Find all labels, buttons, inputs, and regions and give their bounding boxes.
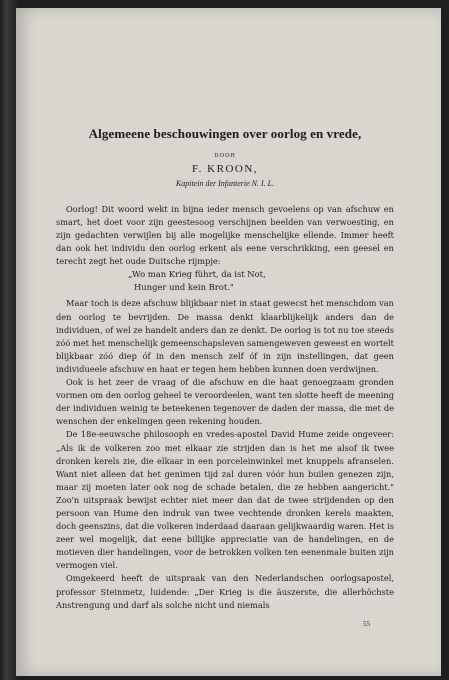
rhyme-quote [56, 268, 394, 293]
author-name: F. KROON, [191, 163, 259, 175]
rhyme-line-2: Hunger und kein Brot." [134, 281, 234, 292]
rhyme-line-1: „Wo man Krieg führt, da ist Not, [128, 269, 266, 280]
paragraph-3: Ook is het zeer de vraag of die afschuw en die haat genoegzaam gronden vormen om den oorlog geheel te veroordeelen, want ten slotte heeft de meening der individuen weinig te beteekenen tegenover de daden der massa, die met de wenschen der enkelingen geen rekening houden. [56, 377, 394, 427]
paragraph-4: De 18e-eeuwsche philosooph en vredes-apostel David Hume zeide ongeveer: „Als ik de volkeren zoo met elkaar zie strijden dan is het me alsof ik twee dronken kerels zie, die elkaar in een porceleinwinkel met knuppels afranselen. Want niet alleen dat het genimen tijd zal duren vóór hun builen genezen zijn, maar zij moeten later ook nog de schade betalen, die ze hebben aangericht." Zoo'n uitspraak bewijst echter niet meer dan dat de twee strijdenden op den persoon van Hume den indruk van twee vechtende dronken kerels maakten, doch geenszins, dat die volkeren inderdaad daaraan gelijkwaardig waren. Het is zeer wel mogelijk, dat eene billijke appreciatie van de handelingen, en de motieven dier handelingen, voor de betrokken volken ten eenenmale buiten zijn vermogen viel. [56, 429, 394, 571]
paragraph-5: Omgekeerd heeft de uitspraak van den Nederlandschen oorlogsapostel, professor Steinmetz, luidende: „Der Krieg is die äuszerste, die allerhöchste Anstrengung und darf als solche nicht und niemals [56, 573, 394, 610]
page-number: 55 [363, 620, 370, 628]
author-affiliation: Kapitein der Infanterie N. I. L. [175, 179, 275, 188]
article-body [56, 126, 394, 612]
article-title: Algemeene beschouwingen over oorlog en vrede, [88, 126, 362, 141]
paragraph-2: Maar toch is deze afschuw blijkbaar niet in staat gewecst het menschdom van den oorlog te bevrijden. De massa denkt klaarblijkelijk anders dan de individuen, of wel ze handelt anders dan ze denkt. De oorlog is tot nu toe steeds zóó met het menschelijk gemeenschapsleven samengeweven geweest en wortelt blijkbaar zóó diep óf in den mensch zelf óf in zijn instellingen, dat geen individueele afschuw en haat er tegen hem hebben kunnen doen verdwijnen. [56, 298, 394, 374]
by-label: DOOR [214, 153, 236, 159]
paragraph-1: Oorlog! Dit woord wekt in bijna ieder mensch gevoelens op van afschuw en smart, het doet voor zijn geestesoog verschijnen beelden van verwoesting, en zijn gedachten verwijlen bij alle mogelijke menschelijke ellende. Immer heeft dan ook het individu den oorlog erkent als eene verschrikking, een geesel en terecht zegt het oude Duitsche rijmpje: [56, 204, 394, 267]
book-page [16, 8, 441, 676]
